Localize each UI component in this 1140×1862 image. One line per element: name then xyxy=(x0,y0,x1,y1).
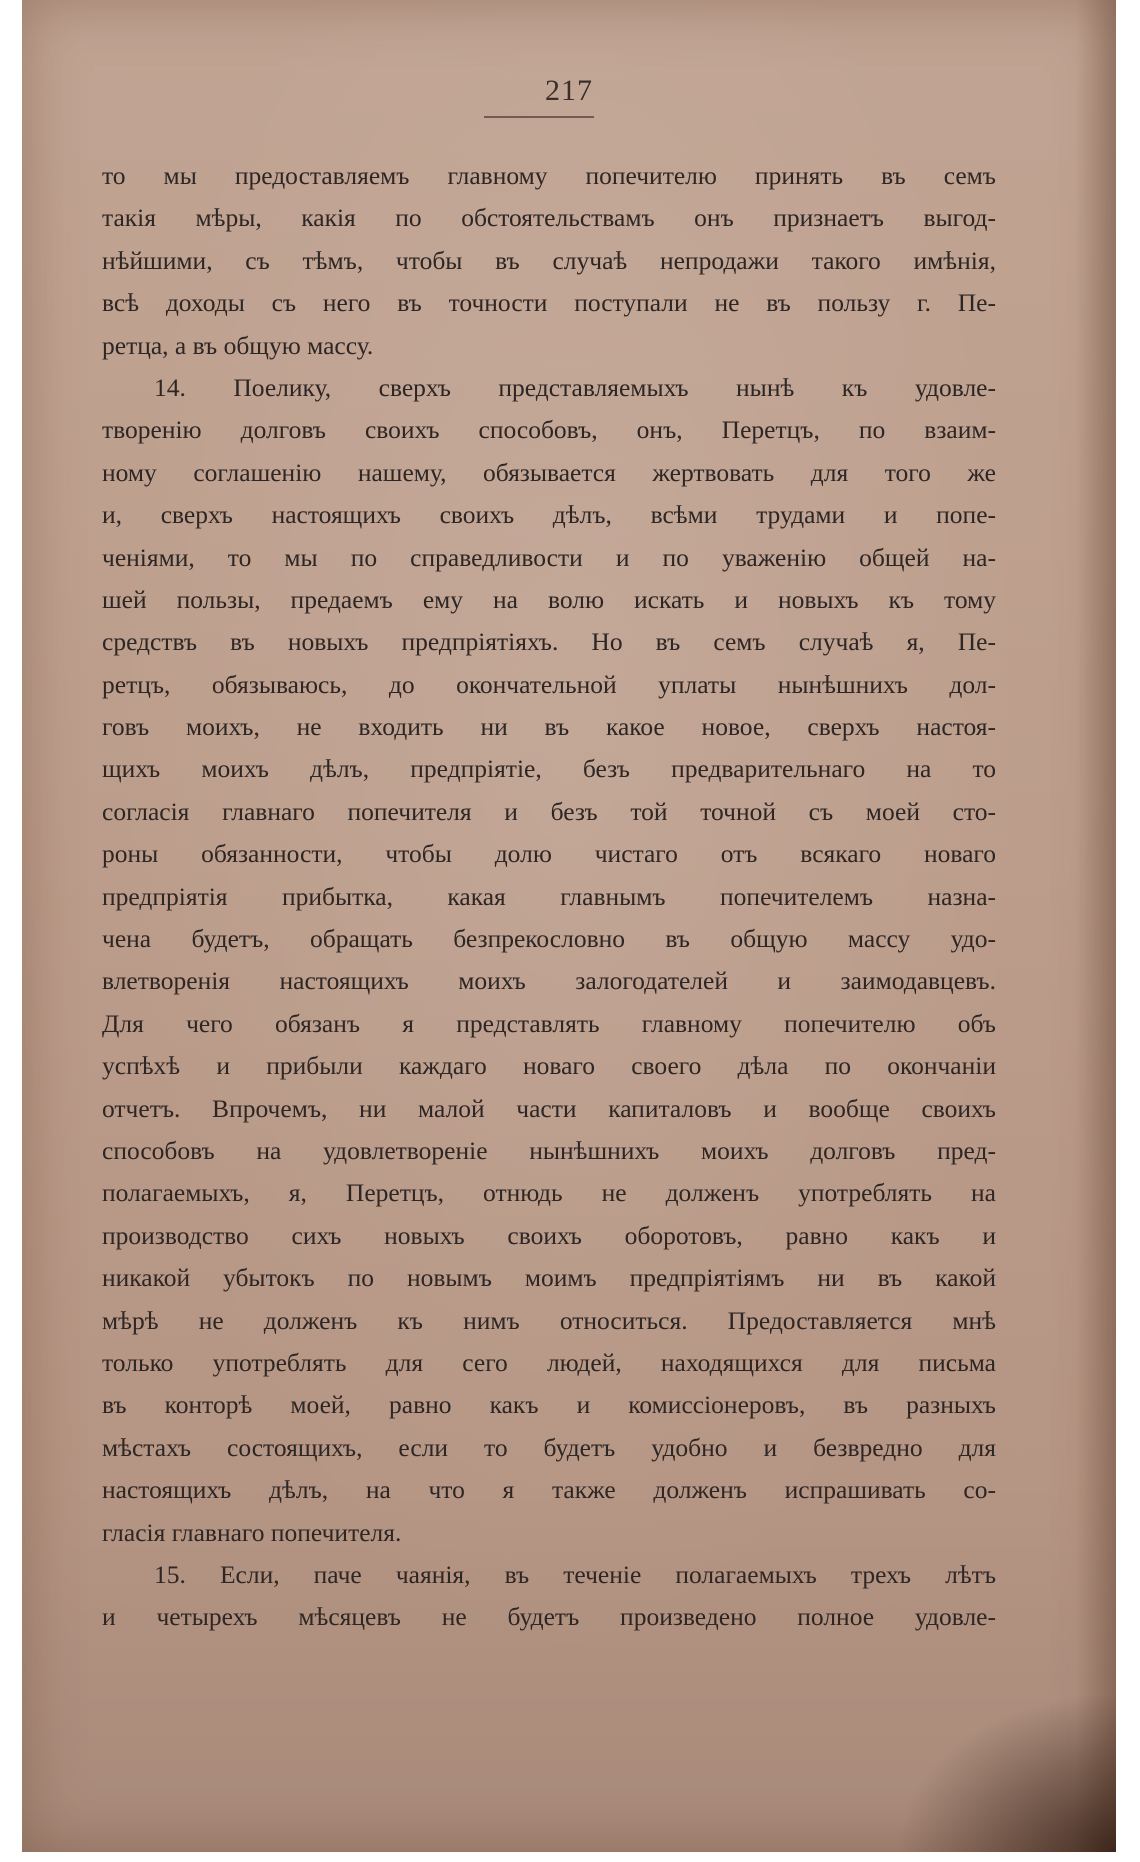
text-line: только употреблять для сего людей, находящихся для письма xyxy=(102,1347,996,1377)
text-line: ченіями, то мы по справедливости и по уваженію общей на- xyxy=(102,542,996,572)
text-line: творенію долговъ своихъ способовъ, онъ, Перетцъ, по взаим- xyxy=(102,415,996,445)
text-line: роны обязанности, чтобы долю чистаго отъ всякаго новаго xyxy=(102,839,996,869)
text-line: такія мѣры, какія по обстоятельствамъ онъ признаетъ выгод- xyxy=(102,203,996,233)
body-text xyxy=(102,155,996,1639)
text-line: ретцъ, обязываюсь, до окончательной уплаты нынѣшнихъ дол- xyxy=(102,669,996,699)
page-number-rule xyxy=(484,116,594,118)
text-line: ретца, а въ общую массу. xyxy=(102,330,374,360)
text-line: щихъ моихъ дѣлъ, предпріятіе, безъ предварительнаго на то xyxy=(102,754,996,784)
text-line: всѣ доходы съ него въ точности поступали не въ пользу г. Пе- xyxy=(102,288,996,318)
text-line: мѣрѣ не долженъ къ нимъ относиться. Предоставляется мнѣ xyxy=(102,1305,996,1335)
text-line: производство сихъ новыхъ своихъ оборотовъ, равно какъ и xyxy=(102,1220,996,1250)
text-line: чена будетъ, обращать безпрекословно въ общую массу удо- xyxy=(102,924,996,954)
paragraph-15-start: 15. Если, паче чаянія, въ теченіе полагаемыхъ трехъ лѣтъ xyxy=(154,1559,996,1589)
text-line: никакой убытокъ по новымъ моимъ предпріятіямъ ни въ какой xyxy=(102,1263,996,1293)
text-line: и, сверхъ настоящихъ своихъ дѣлъ, всѣми трудами и попе- xyxy=(102,500,996,530)
text-line: согласія главнаго попечителя и безъ той точной съ моей сто- xyxy=(102,796,996,826)
text-line: предпріятія прибытка, какая главнымъ попечителемъ назна- xyxy=(102,881,996,911)
text-line: и четырехъ мѣсяцевъ не будетъ произведено полное удовле- xyxy=(102,1602,996,1632)
text-line: въ конторѣ моей, равно какъ и комиссіонеровъ, въ разныхъ xyxy=(102,1390,996,1420)
text-line: Для чего обязанъ я представлять главному попечителю объ xyxy=(102,1008,996,1038)
text-line: способовъ на удовлетвореніе нынѣшнихъ моихъ долговъ пред- xyxy=(102,1135,996,1165)
text-line: влетворенія настоящихъ моихъ залогодателей и заимодавцевъ. xyxy=(102,966,996,996)
text-line: отчетъ. Впрочемъ, ни малой части капиталовъ и вообще своихъ xyxy=(102,1093,996,1123)
page-number: 217 xyxy=(545,74,593,107)
text-line: мѣстахъ состоящихъ, если то будетъ удобно и безвредно для xyxy=(102,1432,996,1462)
text-line: говъ моихъ, не входить ни въ какое новое, сверхъ настоя- xyxy=(102,712,996,742)
text-line: полагаемыхъ, я, Перетцъ, отнюдь не долженъ употреблять на xyxy=(102,1178,996,1208)
scanned-page xyxy=(22,0,1116,1852)
text-line: средствъ въ новыхъ предпріятіяхъ. Но въ семъ случаѣ я, Пе- xyxy=(102,627,996,657)
text-line: ному соглашенію нашему, обязывается жертвовать для того же xyxy=(102,457,996,487)
text-line: успѣхѣ и прибыли каждаго новаго своего дѣла по окончаніи xyxy=(102,1051,996,1081)
page-corner-shadow xyxy=(896,1692,1116,1852)
text-line: нѣйшими, съ тѣмъ, чтобы въ случаѣ непродажи такого имѣнія, xyxy=(102,245,996,275)
paragraph-14-start: 14. Поелику, сверхъ представляемыхъ нынѣ къ удовле- xyxy=(154,372,996,402)
text-line: гласія главнаго попечителя. xyxy=(102,1517,402,1547)
text-line: то мы предоставляемъ главному попечителю принять въ семъ xyxy=(102,161,996,190)
text-line: настоящихъ дѣлъ, на что я также долженъ испрашивать со- xyxy=(102,1475,996,1505)
text-line: шей пользы, предаемъ ему на волю искать и новыхъ къ тому xyxy=(102,584,996,614)
page-edge-shadow xyxy=(1076,0,1116,1852)
